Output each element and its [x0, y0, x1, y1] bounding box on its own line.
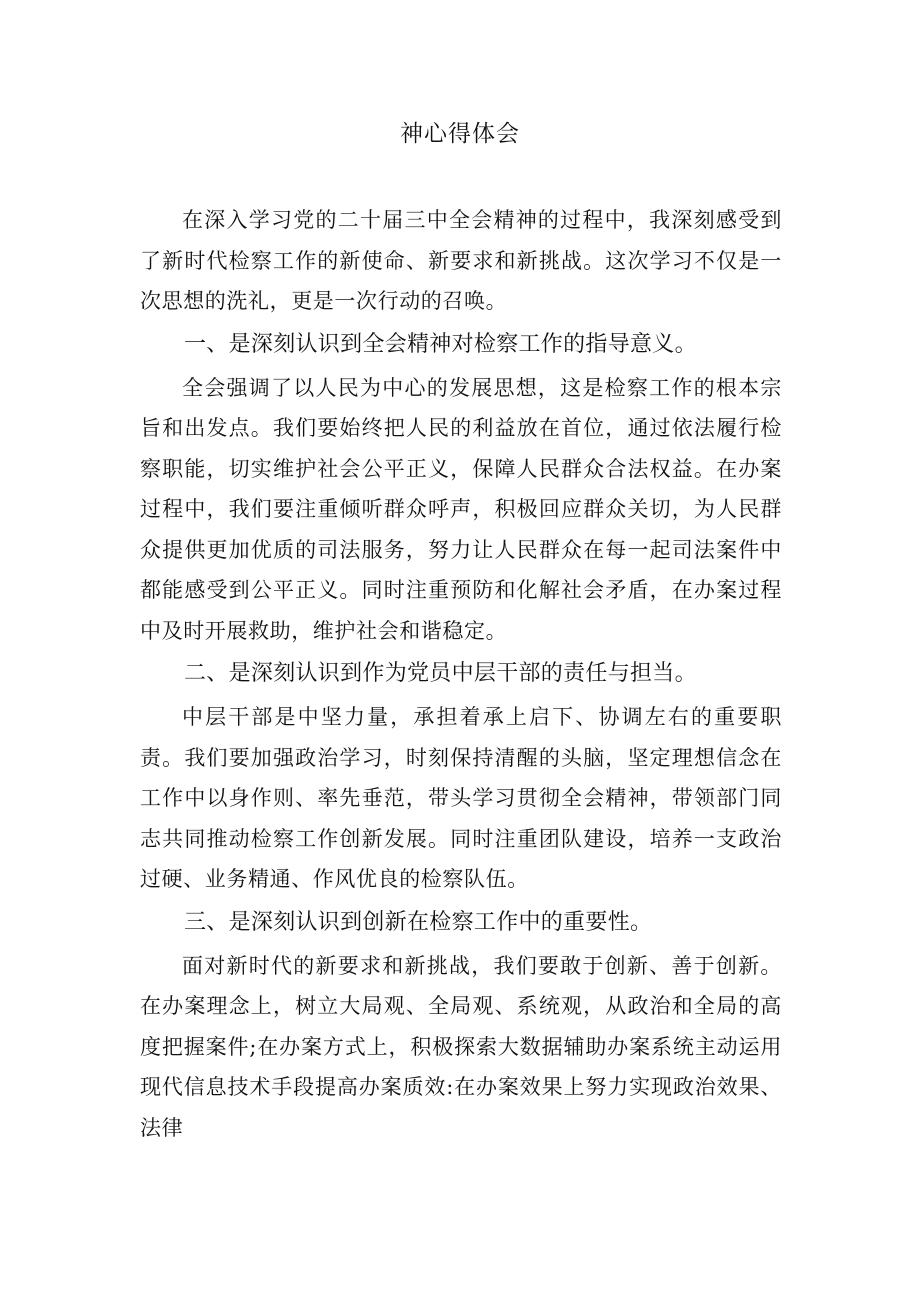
section-3-heading: 三、是深刻认识到创新在检察工作中的重要性。: [184, 909, 653, 935]
section-1-body: 全会强调了以人民为中心的发展思想，这是检察工作的根本宗旨和出发点。我们要始终把人民的利益放在首位，通过依法履行检察职能，切实维护社会公平正义，保障人民群众合法权益。在办案过程中，我们要注重倾听群众呼声，积极回应群众关切，为人民群众提供更加优质的司法服务，努力让人民群众在每一起司法案件中都能感受到公平正义。同时注重预防和化解社会矛盾，在办案过程中及时开展救助，维护社会和谐稳定。: [140, 375, 782, 643]
section-2-body: 中层干部是中坚力量，承担着承上启下、协调左右的重要职责。我们要加强政治学习，时刻保持清醒的头脑，坚定理想信念在工作中以身作则、率先垂范，带头学习贯彻全会精神，带领部门同志共同推动检察工作创新发展。同时注重团队建设，培养一支政治过硬、业务精通、作风优良的检察队伍。: [140, 705, 782, 891]
intro-paragraph: 在深入学习党的二十届三中全会精神的过程中，我深刻感受到了新时代检察工作的新使命、新要求和新挑战。这次学习不仅是一次思想的洗礼，更是一次行动的召唤。: [140, 208, 782, 313]
document-title: 神心得体会: [400, 121, 520, 147]
section-3-body: 面对新时代的新要求和新挑战，我们要敢于创新、善于创新。在办案理念上，树立大局观、全局观、系统观，从政治和全局的高度把握案件;在办案方式上，积极探索大数据辅助办案系统主动运用现代信息技术手段提高办案质效:在办案效果上努力实现政治效果、法律: [140, 953, 782, 1140]
document-body: [140, 200, 782, 1148]
section-2-heading: 二、是深刻认识到作为党员中层干部的责任与担当。: [184, 661, 697, 686]
section-1-heading: 一、是深刻认识到全会精神对检察工作的指导意义。: [184, 331, 697, 357]
